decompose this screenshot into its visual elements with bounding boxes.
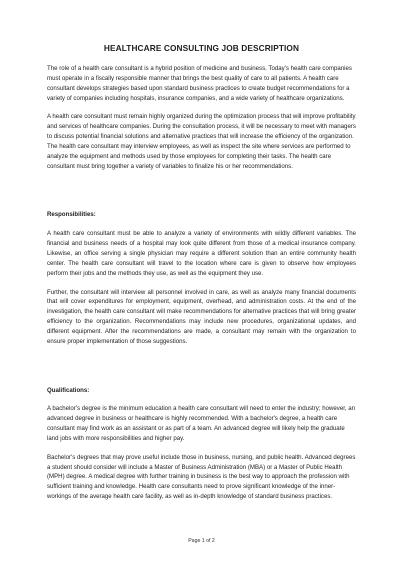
responsibilities-paragraph-1: A health care consultant must be able to analyze a variety of environments with wildly different variables. The financial and business needs of a hospital may look quite different from those of a medical insurance company. Likewise, an office serving a single physician may require a different solution than an entire community health center. The health care consultant will travel to the location where care is given to observe how employees perform their jobs and the methods they use, as well as the equipment they use. [47,230,356,277]
intro-paragraph-1: The role of a health care consultant is a hybrid position of medicine and business. Today's health care companies must operate in a fiscally responsible manner that brings the best quality of care to all patients. A health care consultant develops strategies based upon standard business practices to create budget recommendations for a variety of companies including hospitals, insurance companies, and a wide variety of healthcare organizations. [47,65,352,102]
qualifications-heading: Qualifications: [47,386,90,394]
spacer [47,347,356,386]
spacer [47,220,356,229]
spacer [47,103,356,112]
spacer [47,444,356,453]
responsibilities-paragraph-2: Further, the consultant will interview all personnel involved in care, as well as analyze many financial documents that will cover expenditures for employment, equipment, overhead, and administration costs. At the end of the investigation, the health care consultant will make recommendations for alternative practices that will bring greater efficiency to the organization. Recommendations may include new procedures, organizational updates, and different equipment. After the recommendations are made, a consultant may remain with the organization to ensure proper implementation of those suggestions. [47,288,356,345]
spacer [47,171,356,210]
page-number: Page 1 of 2 [188,538,215,544]
qualifications-paragraph-1: A bachelor's degree is the minimum education a health care consultant will need to enter the industry; however, an advanced degree in business or healthcare is highly recommended. With a bachelor's degree, a health care consultant may find work as an assistant or as part of a team. An advanced degree will likely help the graduate land jobs with more responsibilities and higher pay. [47,405,356,442]
qualifications-paragraph-2: Bachelor's degrees that may prove useful include those in business, nursing, and public health. Advanced degrees a student should consider will include a Master of Business Administration (MBA) or a Master of Public Health (MPH) degree. A medical degree with further training in business is the best way to approach the profession with sufficient training and knowledge. Health care consultants need to prove significant knowledge of the inner-workings of the average health care facility, as well as in-depth knowledge of standard business practices. [47,453,356,501]
spacer [47,395,356,404]
spacer [47,279,356,288]
intro-paragraph-2: A health care consultant must remain highly organized during the optimization process that will improve profitability and services of healthcare companies. During the consultation process, it will be necessary to meet with managers to discuss potential financial solutions and alternative practices that will increase the efficiency of the organization. The health care consultant may interview employees, as well as inspect the site where services are performed to analyze the equipment and methods used by those employees for completing their tasks. The health care consultant must bring together a variety of variables to finalize his or her recommendations. [47,113,356,170]
document-title: HEALTHCARE CONSULTING JOB DESCRIPTION [103,43,300,53]
responsibilities-heading: Responsibilities: [47,211,96,219]
